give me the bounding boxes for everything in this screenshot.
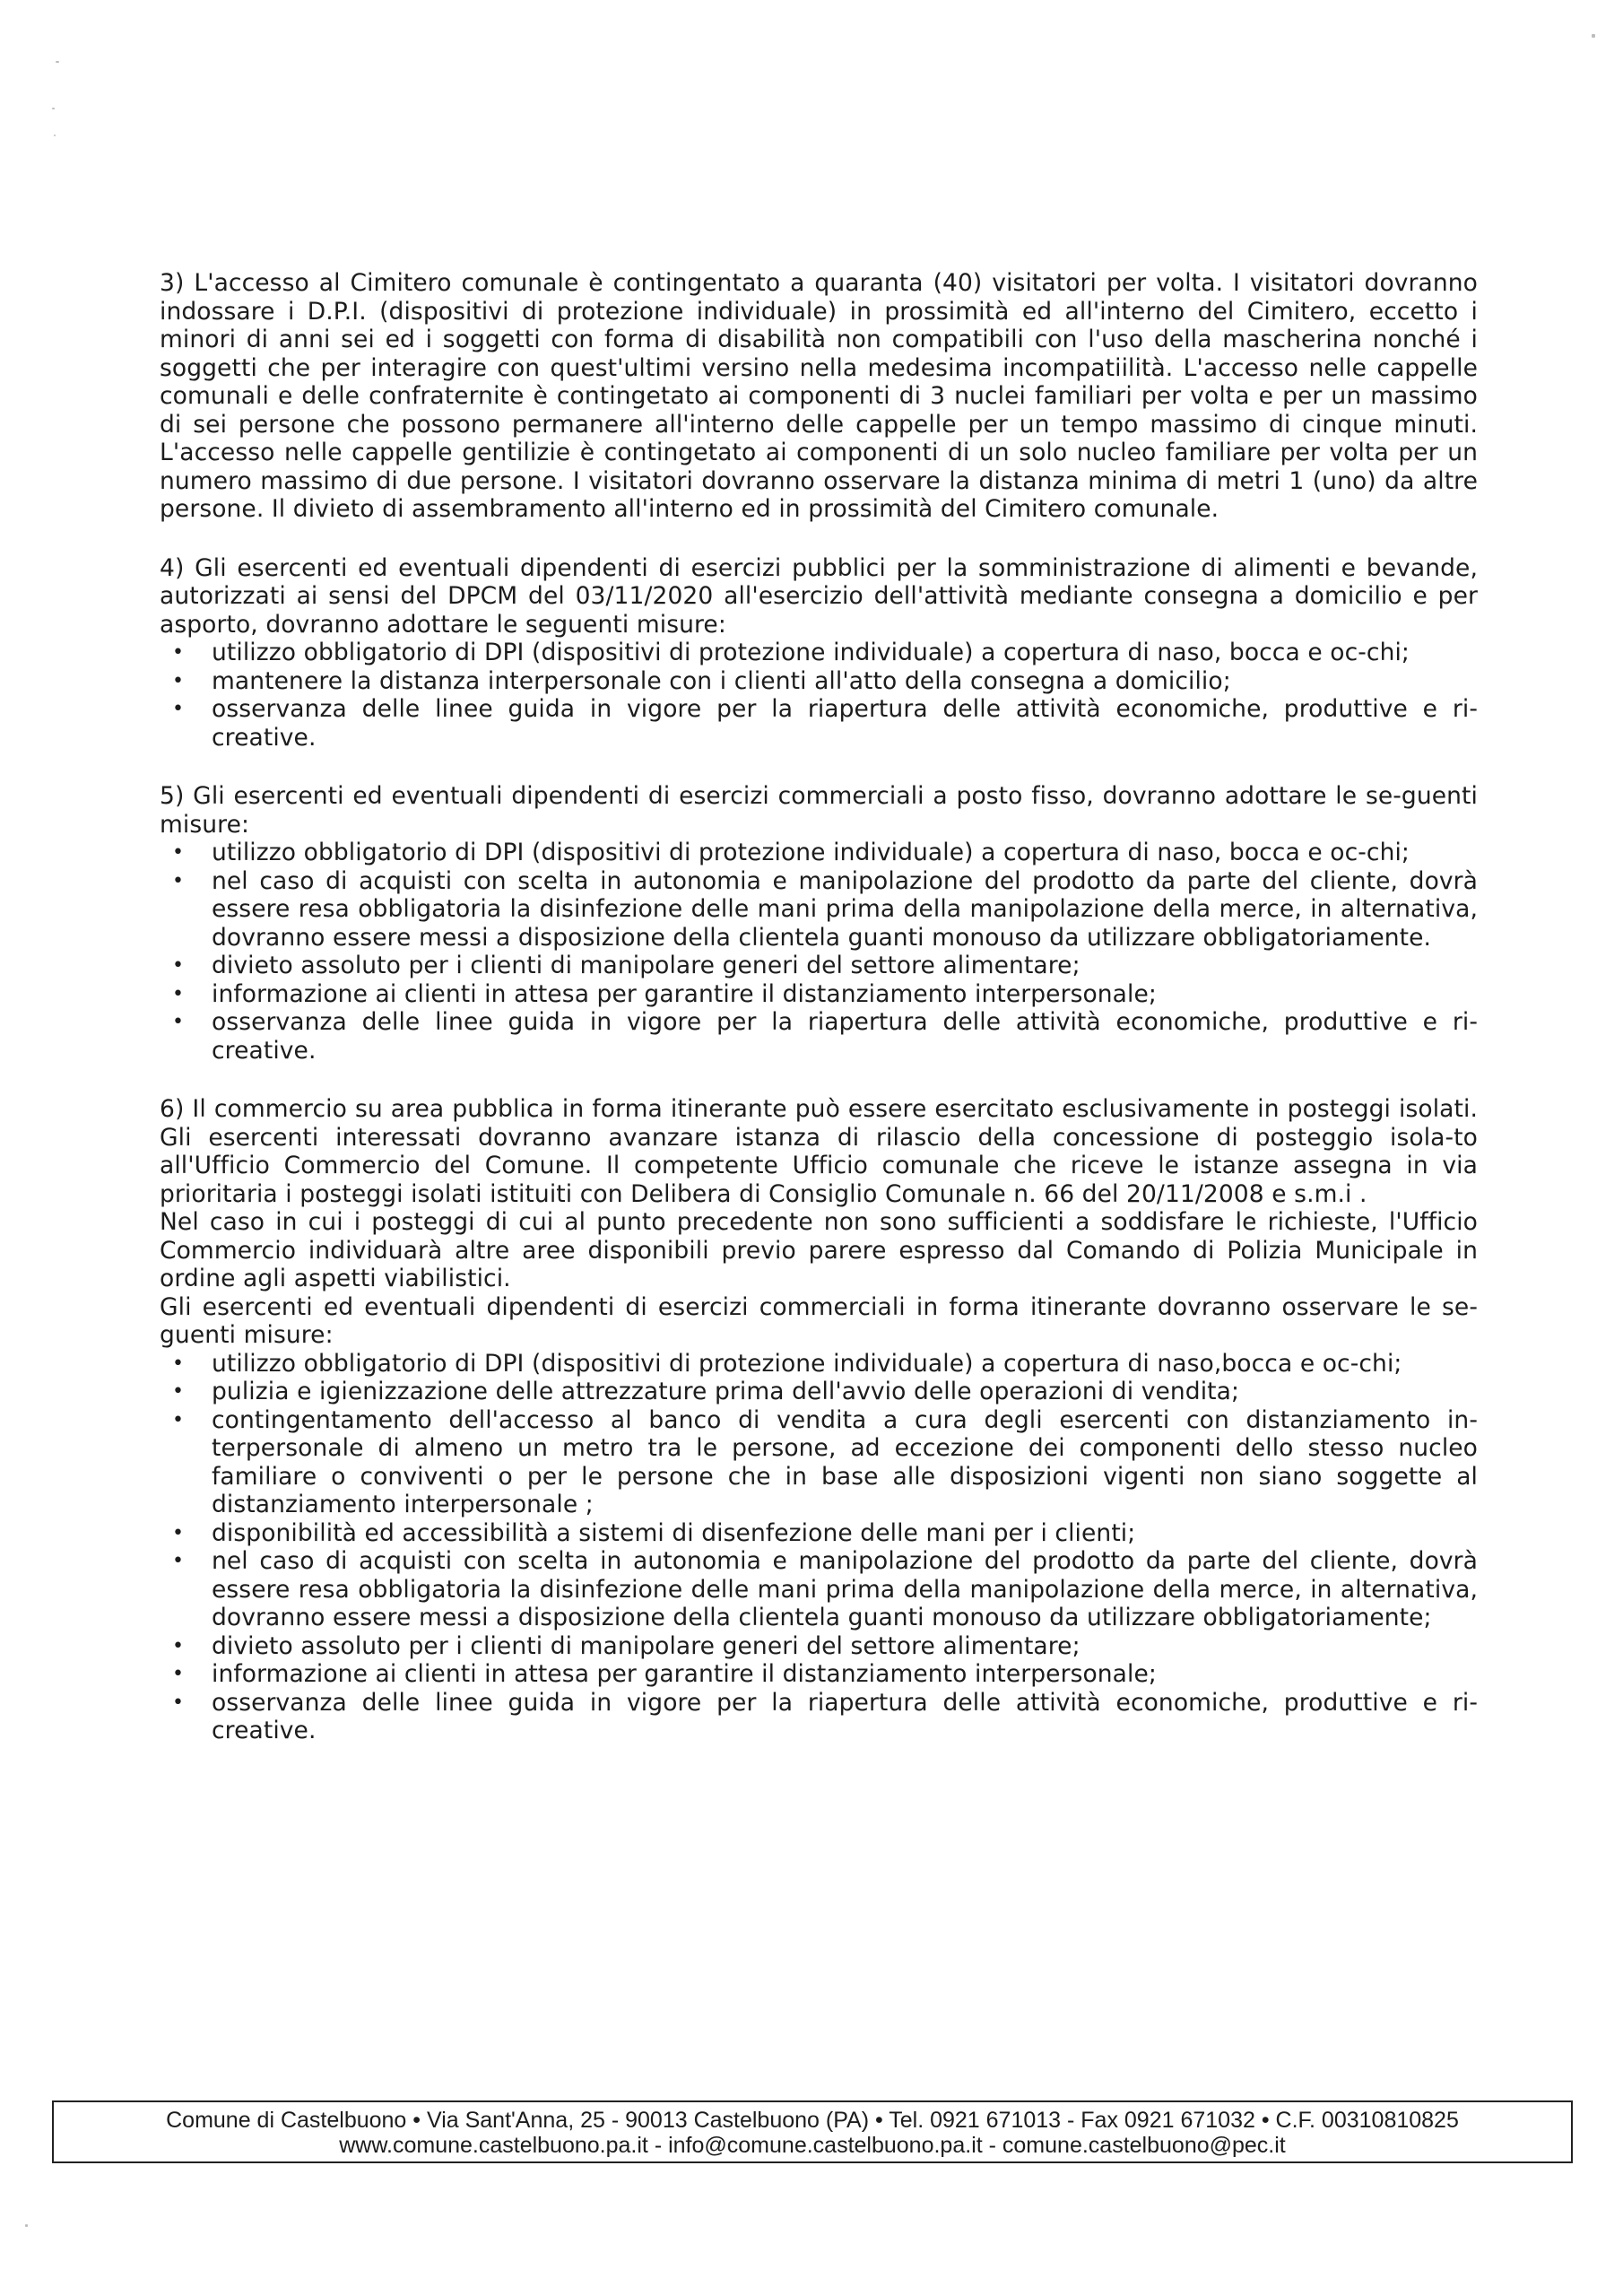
bullet-icon: •: [172, 1634, 185, 1657]
bullet-icon: •: [172, 982, 185, 1005]
list-item-text: pulizia e igienizzazione delle attrezzature prima dell'avvio delle operazioni di vendita;: [212, 1378, 1240, 1405]
list-item-text: disponibilità ed accessibilità a sistemi di disenfezione delle mani per i clienti;: [212, 1518, 1136, 1547]
bullet-icon: •: [172, 1663, 185, 1685]
bullet-icon: •: [172, 869, 185, 892]
section-6: [160, 1095, 1478, 1745]
list-item: [172, 1688, 1478, 1745]
section-4-intro: 4) Gli esercenti ed eventuali dipendenti di esercizi pubblici per la somministrazione di alimenti e bevande, autorizzati ai sensi del DPCM del 03/11/2020 all'esercizio dell'attività mediante consegna a domicilio e per asporto, dovranno adottare le seguenti misure:: [160, 553, 1478, 639]
bullet-icon: •: [172, 669, 185, 692]
list-item-text: utilizzo obbligatorio di DPI (dispositivi di protezione individuale) a copertura di naso,bocca e oc-chi;: [212, 1349, 1402, 1378]
bullet-icon: •: [172, 1011, 185, 1033]
list-item: [172, 1378, 1478, 1406]
scan-speck: [25, 2224, 28, 2227]
list-item-text: informazione ai clienti in attesa per garantire il distanziamento interpersonale;: [212, 1660, 1157, 1688]
section-5-bullet-list: [160, 839, 1478, 1065]
list-item-text: osservanza delle linee guida in vigore per la riapertura delle attività economiche, produttive e ri-creative.: [212, 1008, 1478, 1065]
bullet-icon: •: [172, 641, 185, 664]
list-item-text: nel caso di acquisti con scelta in autonomia e manipolazione del prodotto da parte del cliente, dovrà essere resa obbligatoria la disinfezione delle mani prima della manipolazione della merce, in alternativa, dovranno essere messi a disposizione della clientela guanti monouso da utilizzare obbligatoriamente;: [212, 1547, 1478, 1631]
scan-speck: [52, 108, 55, 109]
bullet-icon: •: [172, 1550, 185, 1572]
list-item-text: informazione ai clienti in attesa per garantire il distanziamento interpersonale;: [212, 979, 1157, 1008]
section-6-paragraph-2: Nel caso in cui i posteggi di cui al punto precedente non sono sufficienti a soddisfare le richieste, l'Ufficio Commercio individuarà altre aree disponibili previo parere espresso dal Comando di Polizia Municipale in ordine agli aspetti viabilistici.: [160, 1208, 1478, 1292]
list-item: [172, 639, 1478, 667]
list-item: [172, 1008, 1478, 1065]
bullet-icon: •: [172, 1408, 185, 1431]
list-item: [172, 952, 1478, 980]
list-item: [172, 1518, 1478, 1548]
bullet-icon: •: [172, 954, 185, 977]
section-3: [160, 269, 1478, 524]
list-item: [172, 1405, 1478, 1519]
scan-speck: [56, 61, 59, 63]
section-4-bullet-list: [160, 639, 1478, 752]
section-5: [160, 782, 1478, 1065]
list-item: [172, 1631, 1478, 1661]
bullet-icon: •: [172, 1691, 185, 1714]
list-item: [172, 695, 1478, 752]
bullet-icon: •: [172, 698, 185, 720]
section-6-bullet-list: [160, 1350, 1478, 1745]
section-6-paragraph-3: Gli esercenti ed eventuali dipendenti di esercizi commerciali in forma itinerante dovranno osservare le se-guenti misure:: [160, 1292, 1478, 1349]
bullet-icon: •: [172, 1352, 185, 1375]
list-item: [172, 1547, 1478, 1632]
list-item-text: utilizzo obbligatorio di DPI (dispositivi di protezione individuale) a copertura di naso, bocca e oc-chi;: [212, 639, 1410, 666]
scan-speck: [54, 135, 56, 136]
list-item-text: mantenere la distanza interpersonale con i clienti all'atto della consegna a domicilio;: [212, 666, 1231, 695]
list-item: [172, 666, 1478, 696]
list-item: [172, 866, 1478, 952]
document-body: [160, 269, 1478, 1776]
list-item: [172, 1660, 1478, 1689]
bullet-icon: •: [172, 841, 185, 864]
section-4: [160, 554, 1478, 752]
list-item-text: osservanza delle linee guida in vigore per la riapertura delle attività economiche, produttive e ri-creative.: [212, 695, 1478, 752]
section-3-text: 3) L'accesso al Cimitero comunale è contingentato a quaranta (40) visitatori per volta. I visitatori dovranno indossare i D.P.I. (dispositivi di protezione individuale) in prossimità ed all'interno del Cimitero, eccetto i minori di anni sei ed i soggetti con forma di disabilità non compatibili con l'uso della mascherina nonché i soggetti che per interagire con quest'ultimi versino nella medesima incompatiilità. L'accesso nelle cappelle comunali e delle confraternite è contingetato ai componenti di 3 nuclei familiari per volta e per un massimo di sei persone che possono permanere all'interno delle cappelle per un tempo massimo di cinque minuti. L'accesso nelle cappelle gentilizie è contingetato ai componenti di un solo nucleo familiare per volta per un numero massimo di due persone. I visitatori dovranno osservare la distanza minima di metri 1 (uno) da altre persone. Il divieto di assembramento all'interno ed in prossimità del Cimitero comunale.: [160, 269, 1478, 523]
bullet-icon: •: [172, 1380, 185, 1403]
footer-web-line: www.comune.castelbuono.pa.it - info@comune.castelbuono.pa.it - comune.castelbuono@pec.it: [339, 2133, 1286, 2158]
footer-address-line: Comune di Castelbuono • Via Sant'Anna, 25 - 90013 Castelbuono (PA) • Tel. 0921 671013 - Fax 0921 671032 • C.F. 00310810825: [166, 2108, 1459, 2133]
section-5-intro: 5) Gli esercenti ed eventuali dipendenti di esercizi commerciali a posto fisso, dovranno adottare le se-guenti misure:: [160, 782, 1478, 839]
section-6-intro: 6) Il commercio su area pubblica in forma itinerante può essere esercitato esclusivamente in posteggi isolati. Gli esercenti interessati dovranno avanzare istanza di rilascio della concessione di posteggio isola-to all'Ufficio Commercio del Comune. Il competente Ufficio comunale che riceve le istanze assegna in via prioritaria i posteggi isolati istituiti con Delibera di Consiglio Comunale n. 66 del 20/11/2008 e s.m.i .: [160, 1095, 1478, 1208]
bullet-icon: •: [172, 1521, 185, 1544]
footer-contact-box: [52, 2100, 1573, 2163]
list-item-text: divieto assoluto per i clienti di manipolare generi del settore alimentare;: [212, 952, 1081, 979]
list-item-text: utilizzo obbligatorio di DPI (dispositivi di protezione individuale) a copertura di naso, bocca e oc-chi;: [212, 839, 1410, 866]
list-item: [172, 839, 1478, 867]
list-item-text: nel caso di acquisti con scelta in autonomia e manipolazione del prodotto da parte del cliente, dovrà essere resa obbligatoria la disinfezione delle mani prima della manipolazione della merce, in alternativa, dovranno essere messi a disposizione della clientela guanti monouso da utilizzare obbligatoriamente.: [212, 866, 1478, 952]
list-item-text: contingentamento dell'accesso al banco di vendita a cura degli esercenti con distanziamento in-terpersonale di almeno un metro tra le persone, ad eccezione dei componenti dello stesso nucleo familiare o conviventi o per le persone che in base alle disposizioni vigenti non siano soggette al distanziamento interpersonale ;: [212, 1405, 1478, 1518]
list-item-text: divieto assoluto per i clienti di manipolare generi del settore alimentare;: [212, 1631, 1081, 1660]
scan-speck: [1592, 34, 1595, 38]
list-item-text: osservanza delle linee guida in vigore per la riapertura delle attività economiche, produttive e ri-creative.: [212, 1688, 1478, 1744]
list-item: [172, 1349, 1478, 1378]
list-item: [172, 979, 1478, 1009]
